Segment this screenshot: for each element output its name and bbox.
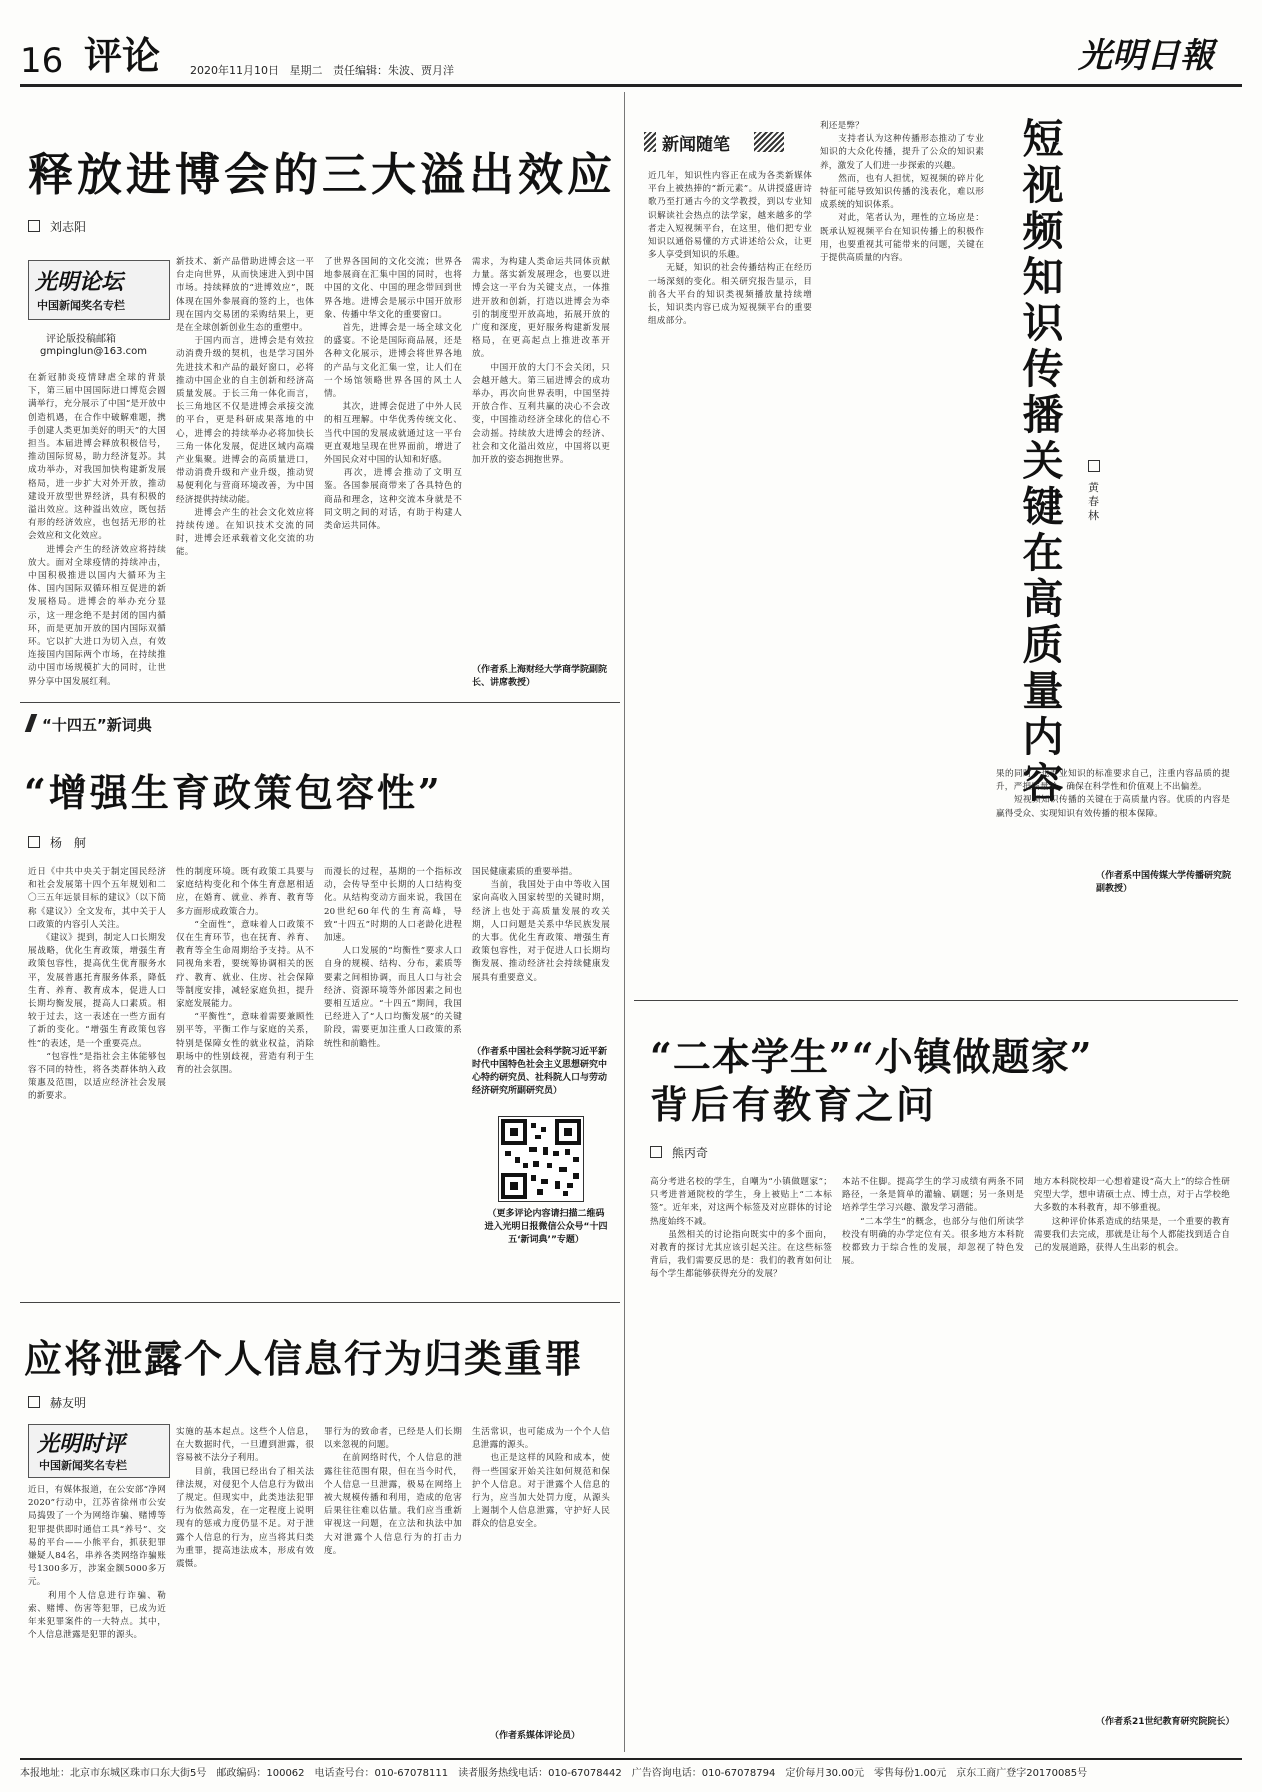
article1-title: 释放进博会的三大溢出效应 [28,148,617,201]
title-char: 键 [1022,483,1064,531]
article2-title: “增强生育政策包容性” [24,770,443,815]
article4-col3: 果的同时，也专业知识的标准要求自己，注重内容品质的提升，严把质量关，确保在科学性和价值观上不出偏差。 短视频知识传播的关键在于高质量内容。优质的内容是赢得受众、实现知识有效传播的根本保障。 [996,769,1230,819]
article4-author-note: （作者系中国传媒大学传播研究院副教授） [1096,871,1232,894]
article3-author-note: （作者系媒体评论员） [490,1731,581,1741]
article2-col4: 国民健康素质的重要举措。 当前，我国处于由中等收入国家向高收入国家转型的关键时期，经济上也处于高质量发展的攻关期，人口问题是关系中华民族发展的大事。优化生育政策、增强生育政策包容性，对于促进人口长期均衡发展、推动经济社会持续健康发展具有重要意义。 [472,867,610,983]
article3-author: 赫友明 [50,1396,87,1410]
article5-col2: 本站不住脚。提高学生的学习成绩有两条不同路径，一条是简单的灌输、刷题；另一条则是培养学生学习兴趣、激发学习潜能。 “二本学生”的概念，也部分与他们所读学校没有明确的办学定位有关。很多地方本科院校都致力于综合性的发展，却忽视了特色发展。 [842,1177,1024,1267]
divider-1 [20,702,620,703]
email-address[interactable]: gmpinglun@163.com [40,346,147,357]
title-char: 关 [1022,437,1064,485]
header-rule [20,84,1242,87]
title-char: 高 [1022,575,1064,623]
title-char: 知 [1022,253,1064,301]
tag-stripes-icon [644,132,656,152]
column-separator [624,92,625,1752]
tag-stripes-icon [754,132,784,152]
article5-title-line1: “二本学生”“小镇做题家” [650,1034,1093,1079]
qr-pattern [499,1117,583,1201]
guangming-luntan-box [28,260,170,320]
tag-label: “十四五”新词典 [42,716,152,734]
title-char: 质 [1022,621,1064,669]
tag-slash-icon [25,714,38,732]
byline-box [28,1396,40,1408]
article5-byline [650,1144,708,1161]
title-char: 内 [1022,713,1064,761]
section-name: 评论 [84,33,161,78]
title-char: 频 [1022,207,1064,255]
article2-author: 杨 舸 [50,836,87,850]
qr-code[interactable] [498,1116,584,1202]
article2-col2: 性的制度环境。既有政策工具要与家庭结构变化和个体生育意愿相适应，在婚育、就业、养育、教育等多方面形成政策合力。 “全面性”，意味着人口政策不仅在生育环节，也在抚育、养育、教育等全生命周期给予支持。从不同视角来看，要统筹协调相关的医疗、教育、就业、住房、社会保障等制度安排，减轻家庭负担，提升家庭发展能力。 “平衡性”，意味着需要兼顾性别平等，平衡工作与家庭的关系，特别是保障女性的就业权益，消除职场中的性别歧视，营造有利于生育的社会氛围。 [176,867,314,1076]
article3-col4: 生活常识，也可能成为一个个人信息泄露的源头。 也正是这样的风险和成本，使得一些国家开始关注如何规范和保护个人信息。对于泄露个人信息的行为，应当加大处罚力度，从源头上遏制个人信息泄露，守护好人民群众的信息安全。 [472,1427,610,1530]
email-label: 评论版投稿邮箱 [46,334,116,345]
article1-author: 刘志阳 [50,220,87,234]
guangming-shiping-box [28,1424,170,1478]
page-number: 16 [20,41,64,81]
article5-title-line2: 背后有教育之问 [650,1082,938,1127]
column-title: 光明时评 [37,1431,126,1457]
qr-caption: （更多评论内容请扫描二维码进入光明日报微信公众号“十四五‘新词典’”专题） [484,1209,608,1245]
article4-tag [644,128,786,158]
footer-rule [20,1758,1242,1760]
column-title: 光明论坛 [35,269,124,295]
title-char: 量 [1022,667,1064,715]
byline-box [28,220,40,232]
tag-label: 新闻随笔 [662,135,730,155]
byline-box [28,836,40,848]
article4-byline [1088,460,1102,523]
title-char: 容 [1022,759,1064,807]
article4-vertical-title [1018,116,1068,806]
column-sub: 中国新闻奖名专栏 [37,299,125,312]
article5-author-note: （作者系21世纪教育研究院院长） [1096,1717,1235,1727]
title-char: 传 [1022,345,1064,393]
article5-col3: 地方本科院校却一心想着建设“高大上”的综合性研究型大学，想申请硕士点、博士点，对于占学校绝大多数的本科教育，却不够重视。 这种评价体系造成的结果是，一个重要的教育需要我们去完成，那就是让每个人都能找到适合自己的发展道路，获得人生出彩的机会。 [1034,1177,1230,1254]
footer-info: 本报地址：北京市东城区珠市口东大街5号 邮政编码：100062 电话查号台：010-67078111 读者服务热线电话：010-67078442 广告咨询电话：010-67078794 定价每月30.00元 零售每份1.00元 京东工商广登字20170085号 [20,1768,1088,1779]
weekday: 星期二 [289,64,323,77]
article4-author: 黄春林 [1088,481,1099,522]
article3-col1: 近日，有媒体报道，在公安部“净网2020”行动中，江苏省徐州市公安局捣毁了一个为网络诈骗、赌博等犯罪提供即时通信工具“养号”、交易的平台——小熊平台，抓获犯罪嫌疑人84名，串养各类网络诈骗账号1300多万，涉案金额5000多万元。 利用个人信息进行诈骗、勒索、赌博、伤害等犯罪，已成为近年来犯罪案件的一大特点。其中，个人信息泄露是犯罪的源头。 [28,1485,166,1641]
date: 2020年11月10日 [190,64,279,77]
title-char: 短 [1022,115,1064,163]
title-char: 视 [1022,161,1064,209]
article4-col2: 利还是弊？ 支持者认为这种传播形态推动了专业知识的大众化传播，提升了公众的知识素养，激发了人们进一步探索的兴趣。 然而，也有人担忧，短视频的碎片化特征可能导致知识传播的浅表化，难以形成系统的知识体系。 对此，笔者认为，理性的立场应是：既承认短视频平台在知识传播上的积极作用，也要重视其可能带来的问题，关键在于提供高质量的内容。 [820,121,984,264]
divider-3 [634,1000,1238,1001]
masthead-logo: 光明日報 [1078,36,1214,76]
article2-col1: 近日《中共中央关于制定国民经济和社会发展第十四个五年规划和二〇三五年远景目标的建议》（以下简称《建议》）全文发布，其中关于人口政策的内容引人关注。 《建议》提到，制定人口长期发展战略，优化生育政策，增强生育政策包容性，提高优生优育服务水平，发展普惠托育服务体系，降低生育、养育、教育成本，促进人口长期均衡发展，提高人口素质。相较于过去，这一表述在一些方面有了新的变化。“增强生育政策包容性”的表述，是一个重要亮点。 “包容性”是指社会主体能够包容不同的特性，将各类群体纳入政策惠及范围，以适应经济社会发展的新要求。 [28,867,166,1102]
article2-author-note: （作者系中国社会科学院习近平新时代中国特色社会主义思想研究中心特约研究员、社科院人口与劳动经济研究所副研究员） [472,1047,608,1096]
divider-2 [20,1302,620,1303]
title-char: 播 [1022,391,1064,439]
article1-byline [28,218,86,235]
article1-col2: 新技术、新产品借助进博会这一平台走向世界，从而快速进入到中国市场。持续释放的“进博效应”，既体现在国外参展商的签约上，也体现在国内交易团的采购结果上，更是在全球创新创业生态的重塑中。 于国内而言，进博会是有效拉动消费升级的契机，也是学习国外先进技术和产品的最好窗口，必将推动中国企业的自主创新和经济高质量发展。于长三角一体化而言，长三角地区不仅是进博会承接交流的平台，更是科研成果落地的中心，进博会的持续举办必将加快长三角一体化发展，促进区域内高端产业集聚。进博会的高质量进口，带动消费升级和产业升级，推动贸易便利化与营商环境改善，为中国经济提供持续动能。 进博会产生的社会文化效应将持续传递。在知识技术交流的同时，进博会还承载着文化交流的功能。 [176,257,314,558]
article4-col1: 近几年，知识性内容正在成为各类新媒体平台上被热捧的“新元素”。从讲授盛唐诗歌乃至打通古今的文学教授，到以专业知识解读社会热点的法学家，越来越多的学者走入短视频平台，在这里，他们把专业知识以通俗易懂的方式讲述给公众，让更多人享受到知识的乐趣。 无疑，知识的社会传播结构正在经历一场深刻的变化。相关研究报告显示，目前各大平台的知识类视频播放量持续增长，知识类内容已成为短视频平台的重要组成部分。 [648,171,812,327]
article1-col3: 了世界各国间的文化交流；世界各地参展商在汇集中国的同时，也将中国的文化、中国的理念带回到世界各地。进博会是展示中国开放形象、传播中华文化的重要窗口。 首先，进博会是一场全球文化的盛宴。不论是国际商品展，还是各种文化展示，进博会将世界各地的产品与文化汇集一堂，让人们在一个场馆领略世界各国的风土人情。 其次，进博会促进了中外人民的相互理解。中华优秀传统文化、当代中国的发展成就通过这一平台更直观地呈现在世界面前，增进了外国民众对中国的认知和好感。 再次，进博会推动了文明互鉴。各国参展商带来了各具特色的商品和理念，这种交流本身就是不同文明之间的对话，有助于构建人类命运共同体。 [324,257,462,532]
header-date [190,62,454,78]
title-char: 识 [1022,299,1064,347]
article1-col4: 需求，为构建人类命运共同体贡献力量。落实新发展理念，也要以进博会这一平台为关键支点，一体推进开放和创新，打造以进博会为牵引的制度型开放高地，拓展开放的广度和深度，更好服务构建新发展格局，在更高起点上推进改革开放。 中国开放的大门不会关闭，只会越开越大。第三届进博会的成功举办，再次向世界表明，中国坚持开放合作、互利共赢的决心不会改变，中国推动经济全球化的信心不会动摇。持续放大进博会的经济、社会和文化溢出效应，中国将以更加开放的姿态拥抱世界。 [472,257,610,466]
article3-title: 应将泄露个人信息行为归类重罪 [24,1336,585,1381]
column-sub: 中国新闻奖名专栏 [39,1459,127,1472]
article1-col1: 在新冠肺炎疫情肆虐全球的背景下，第三届中国国际进口博览会圆满举行，充分展示了中国“是开放中创造机遇，在合作中破解难题，携手创建人类更加美好的明天”的大国担当。本届进博会释放积极信号，推动国际贸易，助力经济复苏。其成功举办，对我国加快构建新发展格局，进一步扩大对外开放，推动建设开放型世界经济，具有积极的溢出效应。这种溢出效应，既包括有形的经济效应，也包括无形的社会效应和文化效应。 进博会产生的经济效应将持续放大。面对全球疫情的持续冲击，中国积极推进以国内大循环为主体、国内国际双循环相互促进的新发展格局。进博会的举办充分显示，这一理念绝不是封闭的国内循环，而是更加开放的国内国际双循环。它以扩大进口为切入点，有效连接国内国际两个市场，在持续推动中国市场规模扩大的同时，让世界分享中国发展红利。 [28,373,166,687]
article5-col1: 高分考进名校的学生，自嘲为“小镇做题家”；只考进普通院校的学生，身上被贴上“二本标签”。近年来，对这两个标签及对应群体的讨论热度始终不减。 虽然相关的讨论指向既实中的多个面向，对教育的探讨尤其应该引起关注。在这些标签背后，我们需要反思的是：我们的教育如何让每个学生都能够获得充分的发展？ [650,1177,832,1280]
title-char: 在 [1022,529,1064,577]
byline-box [1088,460,1100,472]
byline-box [650,1146,662,1158]
article5-author: 熊丙奇 [672,1146,709,1160]
article2-col3: 而漫长的过程，基期的一个指标改动，会传导至中长期的人口结构变化。从结构变动方面来说，我国在20世纪60年代的生育高峰，导致“十四五”时期的人口老龄化进程加速。 人口发展的“均衡性”要求人口自身的规模、结构、分布，素质等要素之间相协调，而且人口与社会经济、资源环境等外部因素之间也要相互适应。“十四五”期间，我国已经进入了“人口均衡发展”的关键阶段，需要更加注重人口政策的系统性和前瞻性。 [324,867,462,1049]
article3-byline [28,1394,86,1411]
article3-col2: 实施的基本起点。这些个人信息，在大数据时代，一旦遭到泄露，很容易被不法分子利用。 目前，我国已经出台了相关法律法规，对侵犯个人信息行为做出了规定。但现实中，此类违法犯罪行为依然高发，在一定程度上说明现有的惩戒力度仍显不足。对于泄露个人信息的行为，应当将其归类为重罪，提高违法成本，形成有效震慑。 [176,1427,314,1570]
article1-author-note: （作者系上海财经大学商学院副院长、讲席教授） [472,665,608,688]
article3-col3: 罪行为的致命者，已经是人们长期以来忽视的问题。 在前网络时代，个人信息的泄露往往范围有限，但在当今时代，个人信息一旦泄露，极易在网络上被大规模传播和利用，造成的危害后果往往难以估量。我们应当重新审视这一问题，在立法和执法中加大对泄露个人信息行为的打击力度。 [324,1427,462,1556]
editors: 责任编辑：朱波、贾月洋 [333,64,454,77]
article2-byline [28,834,86,851]
